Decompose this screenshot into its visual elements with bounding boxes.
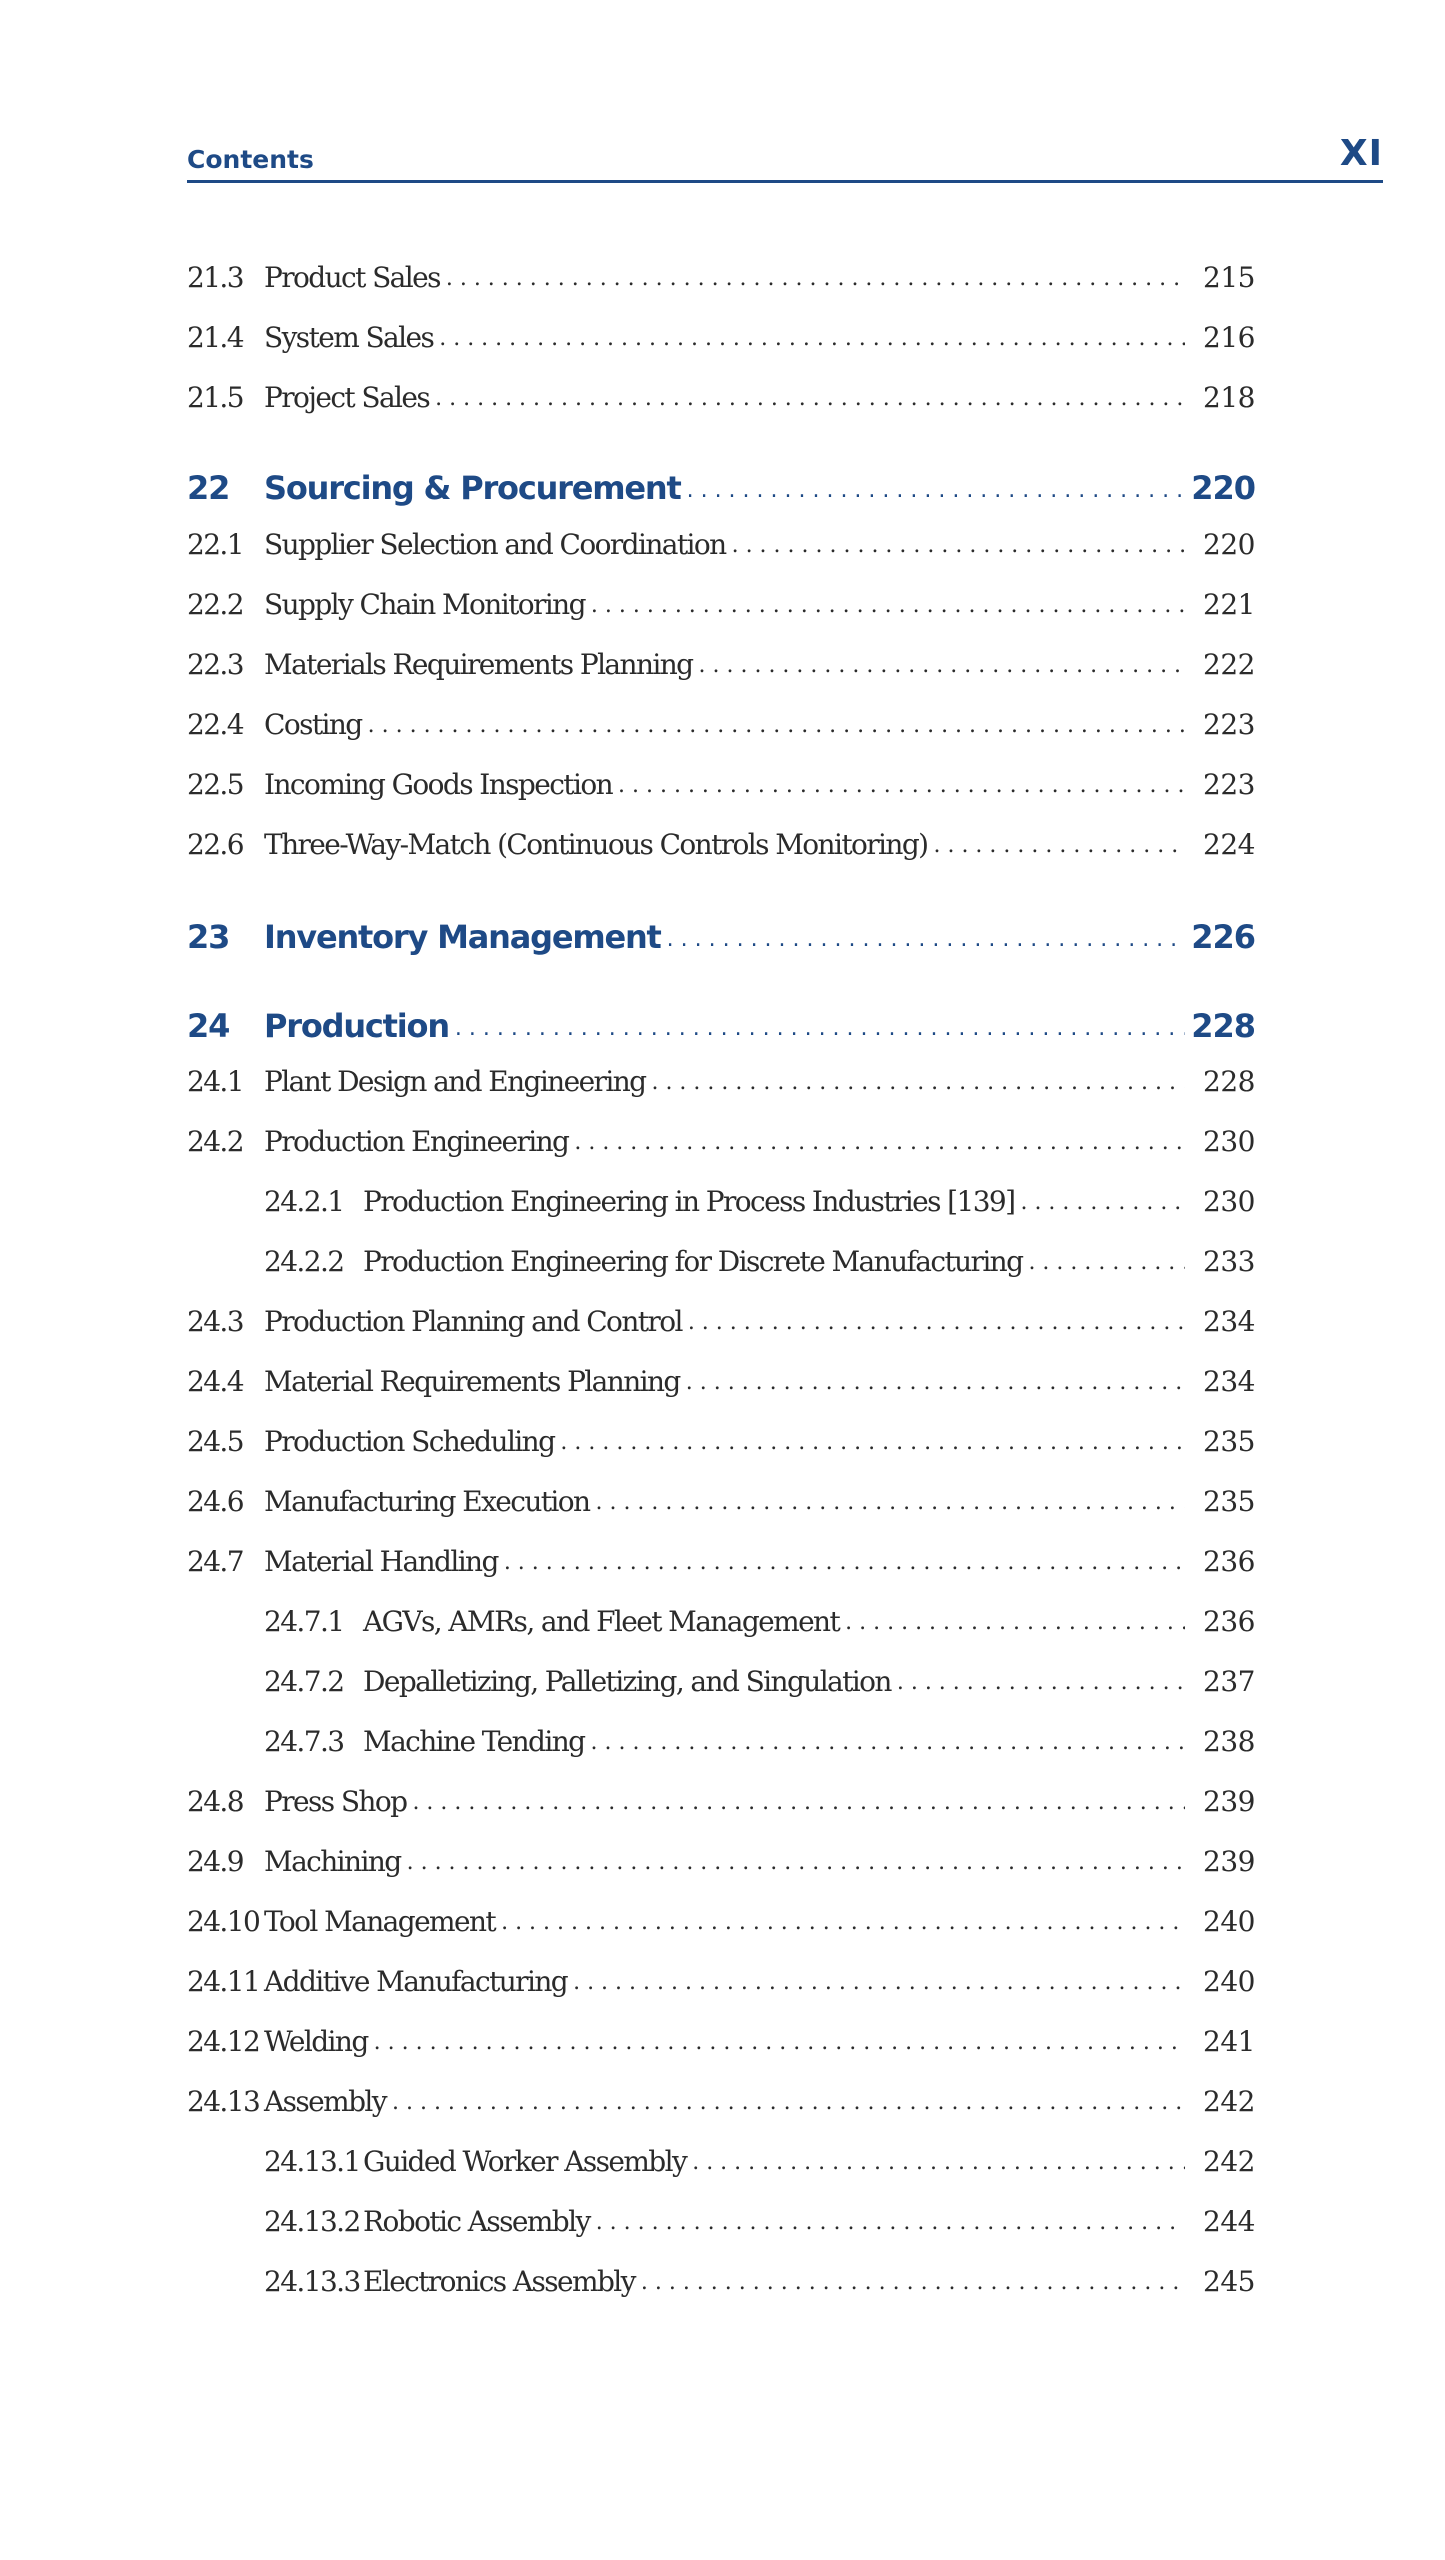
- toc-dot-leader: [590, 1732, 1185, 1756]
- toc-entry-number: 24.13.2: [264, 2205, 360, 2238]
- toc-entry-page: 236: [1203, 1545, 1255, 1578]
- toc-dot-leader: [392, 2092, 1185, 2116]
- toc-entry-title: Materials Requirements Planning: [264, 648, 693, 681]
- toc-subsection-entry[interactable]: [187, 2192, 1255, 2236]
- toc-section-entry[interactable]: [187, 368, 1255, 412]
- toc-entry-title: Material Requirements Planning: [264, 1365, 680, 1398]
- toc-entry-page: 218: [1203, 381, 1255, 414]
- toc-entry-page: 242: [1203, 2145, 1255, 2178]
- toc-dot-leader: [439, 328, 1185, 352]
- toc-subsection-entry[interactable]: [187, 1652, 1255, 1696]
- header-title: Contents: [187, 145, 314, 174]
- toc-entry-number: 22.6: [187, 828, 243, 861]
- toc-dot-leader: [897, 1672, 1185, 1696]
- toc-entry-page: 236: [1203, 1605, 1255, 1638]
- toc-section-entry[interactable]: [187, 248, 1255, 292]
- toc-entry-title: Supplier Selection and Coordination: [264, 528, 726, 561]
- toc-entry-title: AGVs, AMRs, and Fleet Management: [363, 1605, 840, 1638]
- toc-entry-page: 215: [1203, 261, 1255, 294]
- toc-entry-title: Tool Management: [264, 1905, 496, 1938]
- toc-dot-leader: [595, 1492, 1185, 1516]
- toc-entry-page: 234: [1203, 1305, 1255, 1338]
- toc-section-entry[interactable]: [187, 1772, 1255, 1816]
- toc-entry-title: Assembly: [264, 2085, 386, 2118]
- toc-entry-number: 24.4: [187, 1365, 243, 1398]
- toc-entry-title: Robotic Assembly: [363, 2205, 590, 2238]
- toc-entry-page: 230: [1203, 1185, 1255, 1218]
- toc-dot-leader: [504, 1552, 1185, 1576]
- toc-section-entry[interactable]: [187, 2012, 1255, 2056]
- toc-entry-number: 24.7.3: [264, 1725, 344, 1758]
- toc-entry-title: Guided Worker Assembly: [363, 2145, 687, 2178]
- toc-dot-leader: [845, 1612, 1185, 1636]
- toc-entry-title: Depalletizing, Palletizing, and Singulation: [363, 1665, 891, 1698]
- toc-entry-page: 220: [1191, 469, 1255, 507]
- toc-entry-page: 240: [1203, 1905, 1255, 1938]
- toc-dot-leader: [1020, 1192, 1185, 1216]
- toc-subsection-entry[interactable]: [187, 2252, 1255, 2296]
- toc-entry-title: Project Sales: [264, 381, 430, 414]
- toc-entry-number: 24.9: [187, 1845, 243, 1878]
- toc-dot-leader: [412, 1792, 1185, 1816]
- toc-section-entry[interactable]: [187, 1292, 1255, 1336]
- toc-entry-page: 238: [1203, 1725, 1255, 1758]
- toc-section-entry[interactable]: [187, 815, 1255, 859]
- toc-subsection-entry[interactable]: [187, 2132, 1255, 2176]
- toc-entry-number: 24.1: [187, 1065, 243, 1098]
- toc-entry-title: Additive Manufacturing: [264, 1965, 568, 1998]
- toc-entry-title: Sourcing & Procurement: [264, 469, 681, 507]
- toc-dot-leader: [573, 1972, 1185, 1996]
- toc-subsection-entry[interactable]: [187, 1232, 1255, 1276]
- toc-section-entry[interactable]: [187, 515, 1255, 559]
- toc-entry-number: 24.7.1: [264, 1605, 344, 1638]
- toc-entry-number: 22: [187, 469, 230, 507]
- toc-section-entry[interactable]: [187, 1832, 1255, 1876]
- toc-dot-leader: [667, 929, 1185, 953]
- toc-dot-leader: [686, 1372, 1185, 1396]
- toc-section-entry[interactable]: [187, 1112, 1255, 1156]
- toc-entry-number: 24.3: [187, 1305, 243, 1338]
- toc-entry-page: 233: [1203, 1245, 1255, 1278]
- toc-entry-number: 24: [187, 1007, 230, 1045]
- toc-entry-number: 24.13: [187, 2085, 260, 2118]
- toc-entry-page: 234: [1203, 1365, 1255, 1398]
- toc-entry-page: 239: [1203, 1845, 1255, 1878]
- toc-entry-title: Three-Way-Match (Continuous Controls Monitoring): [264, 828, 928, 861]
- toc-section-entry[interactable]: [187, 1532, 1255, 1576]
- toc-section-entry[interactable]: [187, 635, 1255, 679]
- toc-entry-title: Press Shop: [264, 1785, 407, 1818]
- toc-section-entry[interactable]: [187, 1952, 1255, 1996]
- toc-entry-number: 24.13.3: [264, 2265, 360, 2298]
- toc-section-entry[interactable]: [187, 695, 1255, 739]
- toc-entry-number: 24.7: [187, 1545, 243, 1578]
- toc-entry-title: Inventory Management: [264, 918, 661, 956]
- toc-section-entry[interactable]: [187, 2072, 1255, 2116]
- toc-entry-page: 222: [1203, 648, 1255, 681]
- toc-dot-leader: [560, 1432, 1185, 1456]
- toc-dot-leader: [618, 775, 1185, 799]
- toc-entry-title: Production Engineering: [264, 1125, 569, 1158]
- toc-entry-title: Incoming Goods Inspection: [264, 768, 613, 801]
- toc-dot-leader: [574, 1132, 1185, 1156]
- toc-dot-leader: [933, 835, 1185, 859]
- toc-entry-page: 240: [1203, 1965, 1255, 1998]
- toc-dot-leader: [596, 2212, 1185, 2236]
- toc-entry-number: 24.2.2: [264, 1245, 344, 1278]
- toc-entry-page: 216: [1203, 321, 1255, 354]
- toc-entry-title: Electronics Assembly: [363, 2265, 635, 2298]
- toc-entry-page: 223: [1203, 708, 1255, 741]
- toc-subsection-entry[interactable]: [187, 1592, 1255, 1636]
- toc-entry-title: Machine Tending: [363, 1725, 585, 1758]
- toc-entry-number: 21.5: [187, 381, 243, 414]
- toc-entry-number: 22.5: [187, 768, 243, 801]
- toc-section-entry[interactable]: [187, 575, 1255, 619]
- toc-entry-number: 24.7.2: [264, 1665, 344, 1698]
- toc-entry-number: 24.13.1: [264, 2145, 360, 2178]
- toc-dot-leader: [455, 1018, 1185, 1042]
- toc-dot-leader: [692, 2152, 1185, 2176]
- toc-entry-number: 21.3: [187, 261, 243, 294]
- toc-entry-page: 242: [1203, 2085, 1255, 2118]
- toc-entry-page: 244: [1203, 2205, 1255, 2238]
- toc-dot-leader: [687, 480, 1185, 504]
- toc-entry-page: 245: [1203, 2265, 1255, 2298]
- toc-entry-page: 235: [1203, 1485, 1255, 1518]
- toc-entry-page: 221: [1203, 588, 1255, 621]
- toc-entry-page: 239: [1203, 1785, 1255, 1818]
- toc-entry-number: 24.2: [187, 1125, 243, 1158]
- toc-entry-page: 235: [1203, 1425, 1255, 1458]
- toc-entry-page: 220: [1203, 528, 1255, 561]
- toc-entry-title: Production Engineering in Process Industries [139]: [363, 1185, 1015, 1218]
- toc-entry-page: 226: [1191, 918, 1255, 956]
- toc-chapter-entry[interactable]: [187, 992, 1255, 1045]
- toc-entry-title: Production Scheduling: [264, 1425, 555, 1458]
- toc-entry-number: 24.11: [187, 1965, 260, 1998]
- toc-section-entry[interactable]: [187, 308, 1255, 352]
- toc-dot-leader: [688, 1312, 1185, 1336]
- toc-entry-page: 228: [1191, 1007, 1255, 1045]
- toc-dot-leader: [501, 1912, 1185, 1936]
- toc-section-entry[interactable]: [187, 755, 1255, 799]
- toc-entry-title: Material Handling: [264, 1545, 498, 1578]
- toc-entry-number: 22.3: [187, 648, 243, 681]
- toc-entry-page: 228: [1203, 1065, 1255, 1098]
- toc-section-entry[interactable]: [187, 1052, 1255, 1096]
- toc-dot-leader: [446, 268, 1185, 292]
- toc-dot-leader: [435, 388, 1185, 412]
- toc-entry-page: 224: [1203, 828, 1255, 861]
- toc-entry-number: 24.10: [187, 1905, 260, 1938]
- toc-entry-page: 223: [1203, 768, 1255, 801]
- toc-entry-title: Production Engineering for Discrete Manufacturing: [363, 1245, 1023, 1278]
- toc-subsection-entry[interactable]: [187, 1172, 1255, 1216]
- toc-dot-leader: [732, 535, 1185, 559]
- toc-dot-leader: [368, 715, 1185, 739]
- toc-entry-title: Plant Design and Engineering: [264, 1065, 646, 1098]
- toc-entry-page: 237: [1203, 1665, 1255, 1698]
- toc-entry-number: 24.6: [187, 1485, 243, 1518]
- toc-entry-page: 241: [1203, 2025, 1255, 2058]
- header-page-number: XI: [1339, 133, 1383, 174]
- toc-entry-number: 22.4: [187, 708, 243, 741]
- toc-entry-page: 230: [1203, 1125, 1255, 1158]
- toc-entry-number: 21.4: [187, 321, 243, 354]
- toc-entry-title: Costing: [264, 708, 362, 741]
- toc-entry-title: System Sales: [264, 321, 434, 354]
- toc-section-entry[interactable]: [187, 1472, 1255, 1516]
- toc-dot-leader: [374, 2032, 1185, 2056]
- toc-entry-number: 24.5: [187, 1425, 243, 1458]
- toc-entry-number: 23: [187, 918, 230, 956]
- toc-dot-leader: [699, 655, 1185, 679]
- toc-entry-number: 22.2: [187, 588, 243, 621]
- toc-entry-number: 24.2.1: [264, 1185, 344, 1218]
- toc-entry-title: Machining: [264, 1845, 401, 1878]
- toc-entry-number: 24.8: [187, 1785, 243, 1818]
- toc-entry-title: Manufacturing Execution: [264, 1485, 590, 1518]
- toc-chapter-entry[interactable]: [187, 903, 1255, 956]
- toc-subsection-entry[interactable]: [187, 1712, 1255, 1756]
- toc-section-entry[interactable]: [187, 1352, 1255, 1396]
- toc-entry-number: 22.1: [187, 528, 243, 561]
- toc-entry-title: Product Sales: [264, 261, 440, 294]
- toc-dot-leader: [591, 595, 1185, 619]
- toc-entry-title: Production: [264, 1007, 449, 1045]
- toc-section-entry[interactable]: [187, 1892, 1255, 1936]
- toc-entry-title: Welding: [264, 2025, 368, 2058]
- toc-chapter-entry[interactable]: [187, 454, 1255, 507]
- toc-entry-number: 24.12: [187, 2025, 260, 2058]
- toc-dot-leader: [1028, 1252, 1185, 1276]
- toc-dot-leader: [651, 1072, 1185, 1096]
- toc-dot-leader: [641, 2272, 1185, 2296]
- toc-entry-title: Production Planning and Control: [264, 1305, 682, 1338]
- toc-section-entry[interactable]: [187, 1412, 1255, 1456]
- running-header: [187, 126, 1383, 183]
- toc-dot-leader: [407, 1852, 1185, 1876]
- toc-entry-title: Supply Chain Monitoring: [264, 588, 585, 621]
